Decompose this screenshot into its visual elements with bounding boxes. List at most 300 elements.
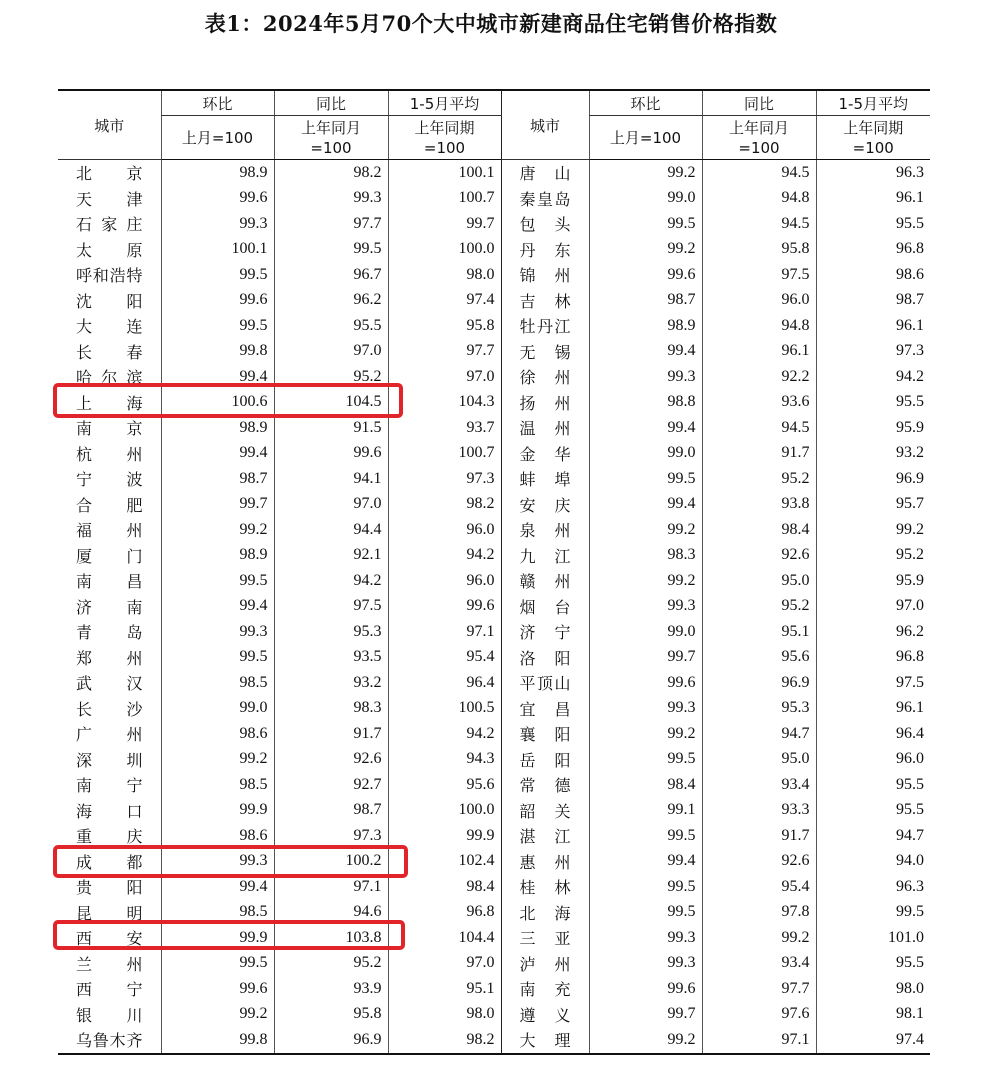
cell-mom-left: 99.8 (161, 339, 274, 365)
cell-yoy-right: 93.4 (702, 772, 816, 798)
cell-yoy-right: 91.7 (702, 823, 816, 849)
cell-ytd-left: 93.7 (388, 415, 501, 441)
cell-ytd-left: 97.7 (388, 339, 501, 365)
cell-ytd-right: 96.3 (816, 874, 930, 900)
cell-city-right: 泸州 (501, 951, 589, 977)
table-row (58, 594, 930, 620)
cell-city-right: 宜昌 (501, 696, 589, 722)
cell-ytd-right: 95.5 (816, 772, 930, 798)
cell-yoy-right: 94.8 (702, 186, 816, 212)
cell-ytd-left: 100.1 (388, 160, 501, 186)
cell-ytd-right: 96.1 (816, 186, 930, 212)
cell-city-right: 北海 (501, 900, 589, 926)
cell-mom-left: 99.4 (161, 874, 274, 900)
header-mom-left: 环比 (161, 90, 274, 116)
cell-yoy-left: 97.0 (274, 492, 388, 518)
cell-ytd-right: 98.0 (816, 976, 930, 1002)
cell-ytd-right: 101.0 (816, 925, 930, 951)
cell-yoy-right: 97.1 (702, 1027, 816, 1054)
cell-yoy-right: 93.6 (702, 390, 816, 416)
cell-mom-right: 99.2 (589, 568, 702, 594)
cell-city-left: 重庆 (76, 827, 143, 847)
cell-yoy-right: 95.2 (702, 594, 816, 620)
cell-mom-left: 100.1 (161, 237, 274, 263)
cell-ytd-left: 94.2 (388, 543, 501, 569)
cell-city-left: 长沙 (76, 699, 143, 719)
cell-ytd-right: 95.5 (816, 211, 930, 237)
cell-yoy-left: 97.0 (274, 339, 388, 365)
cell-yoy-right: 92.2 (702, 364, 816, 390)
cell-yoy-left: 95.8 (274, 1002, 388, 1028)
cell-city-left: 乌鲁木齐 (58, 1027, 161, 1054)
cell-mom-right: 99.3 (589, 696, 702, 722)
cell-yoy-left: 104.5 (274, 390, 388, 416)
cell-mom-right: 99.2 (589, 237, 702, 263)
cell-ytd-right: 96.4 (816, 721, 930, 747)
cell-mom-right: 99.5 (589, 823, 702, 849)
cell-yoy-right: 97.5 (702, 262, 816, 288)
cell-yoy-left: 98.2 (274, 160, 388, 186)
cell-city-right: 遵义 (501, 1002, 589, 1028)
cell-city-right: 蚌埠 (501, 466, 589, 492)
cell-yoy-left: 93.2 (274, 670, 388, 696)
table-row (58, 390, 930, 416)
table-row (58, 211, 930, 237)
cell-ytd-left: 100.0 (388, 237, 501, 263)
table-row (58, 1027, 930, 1054)
cell-mom-left: 98.6 (161, 823, 274, 849)
cell-city-left: 成都 (76, 852, 143, 872)
cell-mom-right: 98.7 (589, 288, 702, 314)
table-row (58, 772, 930, 798)
cell-mom-left: 98.5 (161, 772, 274, 798)
cell-mom-right: 99.6 (589, 976, 702, 1002)
cell-ytd-left: 98.0 (388, 262, 501, 288)
cell-mom-left: 98.9 (161, 543, 274, 569)
table-row (58, 798, 930, 824)
cell-yoy-left: 100.2 (274, 849, 388, 875)
cell-ytd-left: 99.9 (388, 823, 501, 849)
cell-city-left: 海口 (76, 801, 143, 821)
table-row (58, 874, 930, 900)
table-row (58, 696, 930, 722)
cell-yoy-right: 95.0 (702, 568, 816, 594)
cell-ytd-left: 100.0 (388, 798, 501, 824)
cell-city-right: 锦州 (501, 262, 589, 288)
cell-yoy-left: 96.7 (274, 262, 388, 288)
cell-mom-left: 99.0 (161, 696, 274, 722)
header-mom-base-left: 上月=100 (161, 116, 274, 160)
cell-yoy-left: 99.5 (274, 237, 388, 263)
table-row (58, 186, 930, 212)
cell-ytd-left: 102.4 (388, 849, 501, 875)
header-mom-right: 环比 (589, 90, 702, 116)
cell-yoy-right: 93.4 (702, 951, 816, 977)
price-index-table (58, 89, 930, 1055)
table-row (58, 492, 930, 518)
cell-yoy-right: 93.3 (702, 798, 816, 824)
table-row (58, 237, 930, 263)
cell-ytd-right: 96.1 (816, 696, 930, 722)
cell-yoy-left: 97.1 (274, 874, 388, 900)
cell-city-right: 常德 (501, 772, 589, 798)
cell-ytd-right: 96.8 (816, 645, 930, 671)
cell-ytd-right: 95.5 (816, 951, 930, 977)
cell-yoy-left: 97.3 (274, 823, 388, 849)
cell-yoy-right: 93.8 (702, 492, 816, 518)
cell-yoy-right: 99.2 (702, 925, 816, 951)
header-yoy-left: 同比 (274, 90, 388, 116)
cell-ytd-right: 99.5 (816, 900, 930, 926)
cell-ytd-left: 95.4 (388, 645, 501, 671)
cell-yoy-left: 97.7 (274, 211, 388, 237)
cell-city-right: 牡丹江 (501, 313, 589, 339)
cell-yoy-left: 96.2 (274, 288, 388, 314)
cell-mom-left: 99.2 (161, 747, 274, 773)
cell-yoy-left: 94.1 (274, 466, 388, 492)
cell-city-right: 扬州 (501, 390, 589, 416)
cell-yoy-right: 94.8 (702, 313, 816, 339)
cell-ytd-left: 96.4 (388, 670, 501, 696)
table-row (58, 721, 930, 747)
cell-yoy-right: 92.6 (702, 543, 816, 569)
cell-mom-right: 98.4 (589, 772, 702, 798)
cell-city-left: 厦门 (76, 546, 143, 566)
cell-city-left: 银川 (76, 1005, 143, 1025)
cell-yoy-left: 98.7 (274, 798, 388, 824)
cell-mom-left: 99.3 (161, 849, 274, 875)
table-row (58, 466, 930, 492)
cell-mom-left: 99.9 (161, 798, 274, 824)
cell-ytd-left: 104.3 (388, 390, 501, 416)
cell-city-left: 宁波 (76, 470, 143, 490)
cell-ytd-right: 99.2 (816, 517, 930, 543)
cell-yoy-left: 91.5 (274, 415, 388, 441)
cell-yoy-right: 91.7 (702, 441, 816, 467)
table-row (58, 747, 930, 773)
table-row (58, 262, 930, 288)
header-yoy-base-right: 上年同月 =100 (702, 116, 816, 160)
cell-mom-right: 99.0 (589, 619, 702, 645)
cell-yoy-right: 97.7 (702, 976, 816, 1002)
cell-ytd-left: 100.7 (388, 186, 501, 212)
cell-yoy-left: 94.6 (274, 900, 388, 926)
cell-ytd-right: 96.3 (816, 160, 930, 186)
cell-yoy-left: 91.7 (274, 721, 388, 747)
cell-ytd-right: 98.1 (816, 1002, 930, 1028)
cell-city-right: 丹东 (501, 237, 589, 263)
cell-yoy-right: 94.5 (702, 415, 816, 441)
cell-yoy-left: 92.7 (274, 772, 388, 798)
cell-ytd-right: 96.1 (816, 313, 930, 339)
table-row (58, 364, 930, 390)
cell-mom-right: 99.5 (589, 211, 702, 237)
cell-yoy-right: 96.1 (702, 339, 816, 365)
cell-mom-right: 99.4 (589, 339, 702, 365)
cell-yoy-left: 92.6 (274, 747, 388, 773)
cell-ytd-right: 96.9 (816, 466, 930, 492)
cell-ytd-left: 97.0 (388, 951, 501, 977)
cell-yoy-left: 98.3 (274, 696, 388, 722)
cell-city-left: 呼和浩特 (76, 266, 143, 286)
cell-mom-left: 99.8 (161, 1027, 274, 1054)
cell-ytd-left: 104.4 (388, 925, 501, 951)
cell-mom-right: 98.3 (589, 543, 702, 569)
header-yoy-base-left: 上年同月 =100 (274, 116, 388, 160)
cell-city-right: 唐山 (501, 160, 589, 186)
cell-mom-left: 98.7 (161, 466, 274, 492)
cell-city-right: 大理 (501, 1027, 589, 1054)
cell-ytd-left: 98.4 (388, 874, 501, 900)
cell-mom-left: 98.6 (161, 721, 274, 747)
cell-ytd-left: 98.2 (388, 492, 501, 518)
cell-city-right: 济宁 (501, 619, 589, 645)
cell-mom-right: 99.1 (589, 798, 702, 824)
table-row (58, 415, 930, 441)
cell-city-left: 太原 (76, 240, 143, 260)
cell-mom-right: 99.7 (589, 645, 702, 671)
cell-yoy-right: 95.0 (702, 747, 816, 773)
cell-city-left: 贵阳 (76, 878, 143, 898)
table-row (58, 823, 930, 849)
cell-city-left: 上海 (76, 393, 143, 413)
cell-yoy-right: 98.4 (702, 517, 816, 543)
cell-mom-left: 99.5 (161, 645, 274, 671)
cell-city-right: 烟台 (501, 594, 589, 620)
cell-ytd-right: 96.8 (816, 237, 930, 263)
cell-city-left: 深圳 (76, 750, 143, 770)
header-mom-base-right: 上月=100 (589, 116, 702, 160)
cell-yoy-left: 94.4 (274, 517, 388, 543)
table-header (58, 90, 930, 160)
cell-city-left: 哈尔滨 (76, 368, 143, 388)
cell-city-right: 襄阳 (501, 721, 589, 747)
cell-city-right: 平顶山 (501, 670, 589, 696)
cell-mom-left: 98.5 (161, 670, 274, 696)
cell-city-right: 秦皇岛 (501, 186, 589, 212)
cell-mom-left: 99.3 (161, 211, 274, 237)
cell-city-left: 天津 (76, 189, 143, 209)
cell-mom-right: 99.4 (589, 415, 702, 441)
cell-ytd-right: 98.6 (816, 262, 930, 288)
cell-city-right: 洛阳 (501, 645, 589, 671)
cell-ytd-left: 95.1 (388, 976, 501, 1002)
cell-yoy-right: 95.1 (702, 619, 816, 645)
table-row (58, 543, 930, 569)
cell-mom-right: 99.2 (589, 517, 702, 543)
cell-ytd-right: 96.0 (816, 747, 930, 773)
cell-ytd-left: 96.0 (388, 517, 501, 543)
cell-ytd-left: 98.2 (388, 1027, 501, 1054)
cell-city-left: 石家庄 (76, 215, 143, 235)
cell-yoy-left: 96.9 (274, 1027, 388, 1054)
cell-yoy-right: 95.2 (702, 466, 816, 492)
cell-ytd-right: 94.7 (816, 823, 930, 849)
cell-yoy-left: 95.2 (274, 951, 388, 977)
header-city-left: 城市 (58, 90, 161, 160)
cell-ytd-left: 99.6 (388, 594, 501, 620)
cell-mom-right: 99.3 (589, 951, 702, 977)
cell-mom-left: 99.5 (161, 568, 274, 594)
cell-mom-left: 99.6 (161, 976, 274, 1002)
header-yoy-right: 同比 (702, 90, 816, 116)
cell-ytd-left: 98.0 (388, 1002, 501, 1028)
cell-city-left: 北京 (76, 164, 143, 184)
cell-ytd-right: 96.2 (816, 619, 930, 645)
cell-mom-left: 100.6 (161, 390, 274, 416)
cell-yoy-left: 94.2 (274, 568, 388, 594)
cell-yoy-right: 96.0 (702, 288, 816, 314)
cell-yoy-right: 96.9 (702, 670, 816, 696)
cell-city-right: 金华 (501, 441, 589, 467)
cell-city-left: 福州 (76, 521, 143, 541)
cell-city-right: 吉林 (501, 288, 589, 314)
cell-mom-right: 99.5 (589, 900, 702, 926)
cell-city-left: 青岛 (76, 623, 143, 643)
table-row (58, 568, 930, 594)
cell-mom-right: 99.2 (589, 1027, 702, 1054)
cell-city-left: 西安 (76, 929, 143, 949)
cell-city-left: 沈阳 (76, 291, 143, 311)
cell-mom-left: 99.7 (161, 492, 274, 518)
cell-ytd-right: 97.0 (816, 594, 930, 620)
cell-city-left: 杭州 (76, 444, 143, 464)
cell-mom-left: 99.5 (161, 951, 274, 977)
cell-ytd-right: 93.2 (816, 441, 930, 467)
cell-yoy-right: 95.8 (702, 237, 816, 263)
cell-ytd-left: 97.3 (388, 466, 501, 492)
cell-mom-left: 98.9 (161, 160, 274, 186)
cell-mom-right: 99.3 (589, 594, 702, 620)
cell-city-right: 九江 (501, 543, 589, 569)
cell-yoy-right: 97.6 (702, 1002, 816, 1028)
cell-mom-left: 99.5 (161, 262, 274, 288)
cell-yoy-right: 94.5 (702, 160, 816, 186)
table-row (58, 925, 930, 951)
cell-ytd-right: 95.9 (816, 415, 930, 441)
cell-city-left: 长春 (76, 342, 143, 362)
cell-city-right: 桂林 (501, 874, 589, 900)
cell-ytd-right: 97.5 (816, 670, 930, 696)
cell-mom-left: 99.4 (161, 441, 274, 467)
cell-yoy-right: 94.5 (702, 211, 816, 237)
cell-ytd-right: 95.2 (816, 543, 930, 569)
cell-yoy-left: 99.3 (274, 186, 388, 212)
cell-city-right: 安庆 (501, 492, 589, 518)
cell-yoy-right: 94.7 (702, 721, 816, 747)
cell-ytd-left: 97.0 (388, 364, 501, 390)
cell-city-left: 兰州 (76, 954, 143, 974)
table-row (58, 288, 930, 314)
cell-yoy-left: 95.3 (274, 619, 388, 645)
table-row (58, 339, 930, 365)
cell-mom-right: 99.2 (589, 160, 702, 186)
cell-ytd-right: 98.7 (816, 288, 930, 314)
cell-ytd-left: 100.5 (388, 696, 501, 722)
cell-yoy-right: 95.4 (702, 874, 816, 900)
table-row (58, 645, 930, 671)
cell-city-left: 南昌 (76, 572, 143, 592)
cell-yoy-left: 103.8 (274, 925, 388, 951)
cell-city-left: 昆明 (76, 903, 143, 923)
table-row (58, 313, 930, 339)
cell-yoy-left: 99.6 (274, 441, 388, 467)
cell-yoy-left: 93.9 (274, 976, 388, 1002)
table-row (58, 160, 930, 186)
table-row (58, 619, 930, 645)
table-row (58, 670, 930, 696)
cell-yoy-left: 92.1 (274, 543, 388, 569)
cell-mom-right: 99.6 (589, 670, 702, 696)
cell-mom-right: 99.0 (589, 186, 702, 212)
cell-mom-right: 99.4 (589, 492, 702, 518)
cell-ytd-left: 100.7 (388, 441, 501, 467)
header-city-right: 城市 (501, 90, 589, 160)
cell-mom-left: 99.9 (161, 925, 274, 951)
cell-city-left: 武汉 (76, 674, 143, 694)
table-row (58, 441, 930, 467)
cell-city-left: 广州 (76, 725, 143, 745)
cell-ytd-right: 94.0 (816, 849, 930, 875)
header-ytd-right: 1-5月平均 (816, 90, 930, 116)
cell-mom-left: 98.5 (161, 900, 274, 926)
cell-ytd-right: 95.5 (816, 798, 930, 824)
cell-city-right: 湛江 (501, 823, 589, 849)
cell-yoy-right: 95.3 (702, 696, 816, 722)
cell-city-right: 温州 (501, 415, 589, 441)
cell-ytd-right: 95.9 (816, 568, 930, 594)
cell-city-right: 包头 (501, 211, 589, 237)
cell-ytd-left: 97.1 (388, 619, 501, 645)
cell-ytd-left: 95.8 (388, 313, 501, 339)
cell-city-right: 惠州 (501, 849, 589, 875)
cell-mom-right: 99.6 (589, 262, 702, 288)
cell-mom-right: 99.7 (589, 1002, 702, 1028)
cell-mom-left: 99.6 (161, 186, 274, 212)
cell-mom-right: 99.5 (589, 747, 702, 773)
cell-mom-right: 98.9 (589, 313, 702, 339)
cell-yoy-right: 92.6 (702, 849, 816, 875)
cell-city-left: 合肥 (76, 495, 143, 515)
table-row (58, 1002, 930, 1028)
cell-mom-left: 99.2 (161, 517, 274, 543)
cell-mom-right: 99.4 (589, 849, 702, 875)
cell-mom-right: 98.8 (589, 390, 702, 416)
table-row (58, 976, 930, 1002)
cell-yoy-left: 95.5 (274, 313, 388, 339)
cell-city-right: 泉州 (501, 517, 589, 543)
cell-ytd-left: 97.4 (388, 288, 501, 314)
cell-city-left: 西宁 (76, 980, 143, 1000)
cell-city-right: 无锡 (501, 339, 589, 365)
cell-mom-right: 99.3 (589, 925, 702, 951)
table-row (58, 517, 930, 543)
cell-mom-left: 98.9 (161, 415, 274, 441)
cell-ytd-right: 95.5 (816, 390, 930, 416)
cell-ytd-left: 96.8 (388, 900, 501, 926)
cell-city-left: 南宁 (76, 776, 143, 796)
cell-ytd-left: 95.6 (388, 772, 501, 798)
table-title: 表1：2024年5月70个大中城市新建商品住宅销售价格指数 (204, 11, 778, 36)
cell-city-right: 赣州 (501, 568, 589, 594)
cell-city-left: 济南 (76, 597, 143, 617)
cell-mom-left: 99.4 (161, 364, 274, 390)
cell-city-right: 韶关 (501, 798, 589, 824)
table-row (58, 900, 930, 926)
cell-mom-left: 99.3 (161, 619, 274, 645)
cell-mom-right: 99.3 (589, 364, 702, 390)
cell-mom-left: 99.5 (161, 313, 274, 339)
